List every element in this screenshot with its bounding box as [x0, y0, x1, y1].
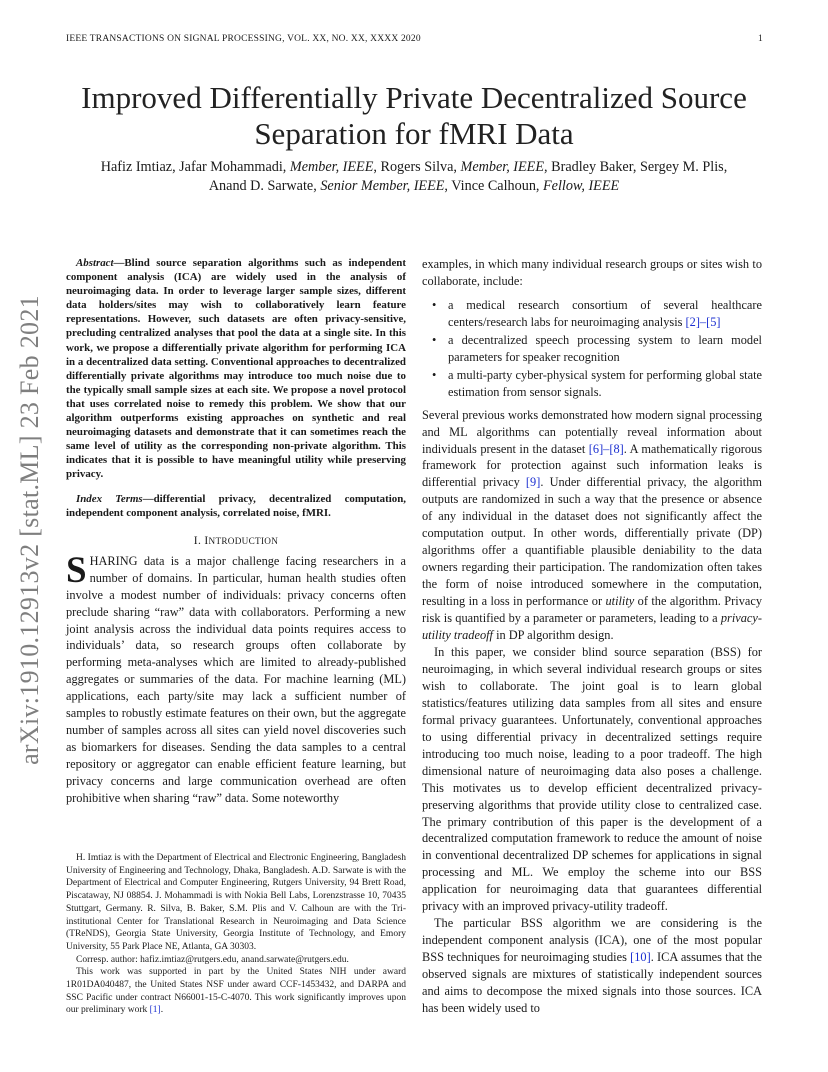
bullet-icon: • [432, 297, 437, 312]
section-number: I. [193, 533, 202, 547]
author-separator: , [444, 178, 452, 194]
footnote-funding [66, 966, 406, 1017]
paragraph-text: . A mathematically rigorous framework for protection against such information leaks is differential privacy [422, 441, 763, 490]
emphasis-text: utility [605, 594, 635, 609]
author-role: Fellow, IEEE [543, 178, 620, 194]
examples-list [422, 297, 762, 401]
author-name: Sergey M. Plis [639, 159, 724, 175]
list-item [432, 332, 762, 366]
footnote-affiliations: H. Imtiaz is with the Department of Electrical and Electronic Engineering, Bangladesh University of Engineering and Technology, Dhaka, Bangladesh. A.D. Sarwate is with the Department of Electrical and Computer Engineering, Rutgers University, 94 Brett Road, Piscataway, NJ 08854. J. Mohammadi is with Nokia Bell Labs, Lorenzstrasse 10, 70435 Stuttgart, Germany. R. Silva, B. Baker, S.M. Plis and V. Calhoun are with the Tri-institutional Center for Translational Research in Neuroimaging and Data Science (TReNDS), Georgia State University, Georgia Institute of Technology, and Emory University, 55 Park Place NE, Atlanta, GA 30303. [66, 853, 406, 952]
paper-title: Improved Differentially Private Decentralized Source Separation for fMRI Data [81, 80, 747, 151]
right-column [422, 256, 762, 1017]
left-column [66, 256, 406, 807]
index-terms-label: Index Terms [76, 492, 143, 505]
list-item-text: a medical research consortium of several healthcare centers/research labs for neuroimaging analysis [448, 297, 762, 329]
paragraph-text: in DP algorithm design. [492, 628, 614, 643]
author-separator: , [632, 159, 640, 175]
author-separator: , [544, 159, 552, 175]
paragraph-text: . ICA assumes that the observed signals are mixtures of statistically independent sources and aims to decompose the mixed signals into those sources. ICA has been widely used to [422, 950, 762, 1015]
author-name: Anand D. Sarwate [208, 178, 314, 194]
page-number: 1 [758, 34, 763, 44]
abstract-text: —Blind source separation algorithms such as independent component analysis (ICA) are widely used in the analysis of neuroimaging data. In order to leverage larger sample sizes, different data holders/sites may wish to collaboratively learn feature representations. However, such datasets are often privacy-sensitive, precluding centralized analyses that pool the data at a single site. In this work, we propose a differentially private algorithm for performing ICA in a decentralized data setting. Conventional approaches to decentralized differentially private algorithms may introduce too much noise due to the typically small sample sizes at each site. We propose a novel protocol that uses correlated noise to remedy this problem. We show that our algorithm outperforms existing approaches on synthetic and real neuroimaging datasets and demonstrate that it can sometimes reach the same level of utility as the corresponding non-private algorithm. This indicates that it is possible to have meaningful utility while preserving privacy. [66, 257, 406, 481]
citation-link[interactable]: [6]–[8] [588, 441, 624, 456]
running-head: IEEE TRANSACTIONS ON SIGNAL PROCESSING, VOL. XX, NO. XX, XXXX 2020 [66, 34, 421, 44]
privacy-paragraph [422, 407, 762, 644]
paragraph-text: Several previous works demonstrated how modern signal processing and ML algorithms can potentially reveal information about individuals present in the dataset [422, 407, 762, 456]
drop-cap: S [66, 549, 87, 591]
footnotes [66, 852, 406, 1017]
author-name: Bradley Baker [551, 159, 633, 175]
author-name: Rogers Silva [380, 159, 454, 175]
examples-paragraph: examples, in which many individual research groups or sites wish to collaborate, include: [422, 257, 762, 288]
citation-link[interactable]: [10] [630, 950, 651, 965]
author-name: Hafiz Imtiaz [100, 159, 173, 175]
author-role: Member, IEEE [460, 159, 545, 175]
list-item [432, 297, 762, 331]
section-title-rest: NTRODUCTION [208, 535, 279, 546]
paragraph-text: of the algorithm. Privacy risk is quantified by a parameter or parameters, leading to a [422, 594, 762, 626]
list-item-text: a decentralized speech processing system to learn model parameters for speaker recognition [448, 332, 762, 364]
arxiv-identifier-stamp: arXiv:1910.12913v2 [stat.ML] 23 Feb 2021 [15, 295, 44, 765]
citation-link[interactable]: [2]–[5] [685, 314, 721, 329]
section-heading-introduction [66, 534, 406, 547]
author-separator: , [723, 159, 728, 175]
abstract-label: Abstract [76, 257, 114, 269]
intro-paragraph-1-text: HARING data is a major challenge facing researchers in a number of domains. In particular, human health studies often involve a modest number of individuals: privacy concerns often preclude sharing “raw” data with collaborators. Performing a new joint analysis across the individual data points requires access to individuals’ data, so research groups often collaborate by performing meta-analyses which are limited to already-published aggregates or summaries of the data. For machine learning (ML) applications, each party/site may lack a sufficient number of samples to robustly estimate features on their own, but the aggregate number of samples across all sites can yield novel discoveries such as biomarkers for diseases. Sending the data samples to a central repository or aggregator can enable efficient feature learning, but privacy concerns and large communication overhead are often prohibitive when sharing “raw” data. Some noteworthy [66, 553, 406, 806]
paragraph-text: . Under differential privacy, the algorithm outputs are randomized in such a way that the presence or absence of any individual in the dataset does not significantly affect the computation output. In other words, differentially private (DP) algorithms offer a quantifiable plausible deniability to the data owners regarding their participation. The randomization often takes the form of noise introduced somewhere in the computation, resulting in a loss in performance or [422, 475, 762, 609]
footnote-funding-end: . [160, 1005, 164, 1016]
emphasis-text: privacy-utility tradeoff [422, 611, 762, 643]
paragraph-text: The particular BSS algorithm we are considering is the independent component analysis (ICA), one of the most popular BSS techniques for neuroimaging studies [422, 916, 762, 965]
bullet-icon: • [432, 332, 437, 347]
abstract [66, 256, 406, 482]
author-list: Hafiz Imtiaz, Jafar Mohammadi, Member, IEEE, Rogers Silva, Member, IEEE, Bradley Baker, Sergey M. Plis, Anand D. Sarwate, Senior Member, IEEE, Vince Calhoun, Fellow, IEEE [100, 159, 728, 194]
bullet-icon: • [432, 367, 437, 382]
citation-link[interactable]: [1] [149, 1005, 161, 1016]
author-name: Vince Calhoun [451, 178, 536, 194]
citation-link[interactable]: [9] [525, 475, 541, 490]
list-item [432, 367, 762, 401]
index-terms [66, 492, 406, 520]
author-role: Member, IEEE [289, 159, 374, 175]
footnote-corresponding-author: Corresp. author: hafiz.imtiaz@rutgers.edu, anand.sarwate@rutgers.edu. [76, 954, 349, 965]
author-role: Senior Member, IEEE [320, 178, 445, 194]
footnote-funding-text: This work was supported in part by the United States NIH under award 1R01DA040487, the United States NSF under award CCF-1453432, and DARPA and SSC Pacific under contract N66001-15-C-4070. This work significantly improves upon our preliminary work [66, 967, 406, 1016]
author-separator: , [373, 159, 381, 175]
list-item-text: a multi-party cyber-physical system for performing global state estimation from sensor signals. [448, 367, 762, 399]
index-terms-text: —differential privacy, decentralized computation, independent component analysis, correlated noise, fMRI. [66, 492, 406, 519]
author-separator: , [172, 159, 180, 175]
author-name: Jafar Mohammadi [179, 159, 283, 175]
intro-paragraph-1 [66, 549, 406, 807]
ica-paragraph [422, 915, 762, 1017]
section-title-initial: I [204, 533, 209, 547]
bss-paragraph: In this paper, we consider blind source separation (BSS) for neuroimaging, in which several individual research groups or sites wish to collaborate. The joint goal is to learn global statistics/features utilizing data samples from all sites and ensure formal privacy guarantees. Unfortunately, conventional approaches to using differential privacy in decentralized settings require introducing too much noise, leading to a poor tradeoff. The high dimensional nature of neuroimaging data also poses a challenge. This motivates us to develop efficient decentralized privacy-preserving algorithms that provide utility close to centralized case. The primary contribution of this paper is the development of a decentralized computation framework to reduce the amount of noise in conventional decentralized DP schemes for applications in signal processing and ML. We employ the scheme into our BSS application for neuroimaging data that guarantees differential privacy with an improved privacy-utility tradeoff. [422, 644, 762, 914]
